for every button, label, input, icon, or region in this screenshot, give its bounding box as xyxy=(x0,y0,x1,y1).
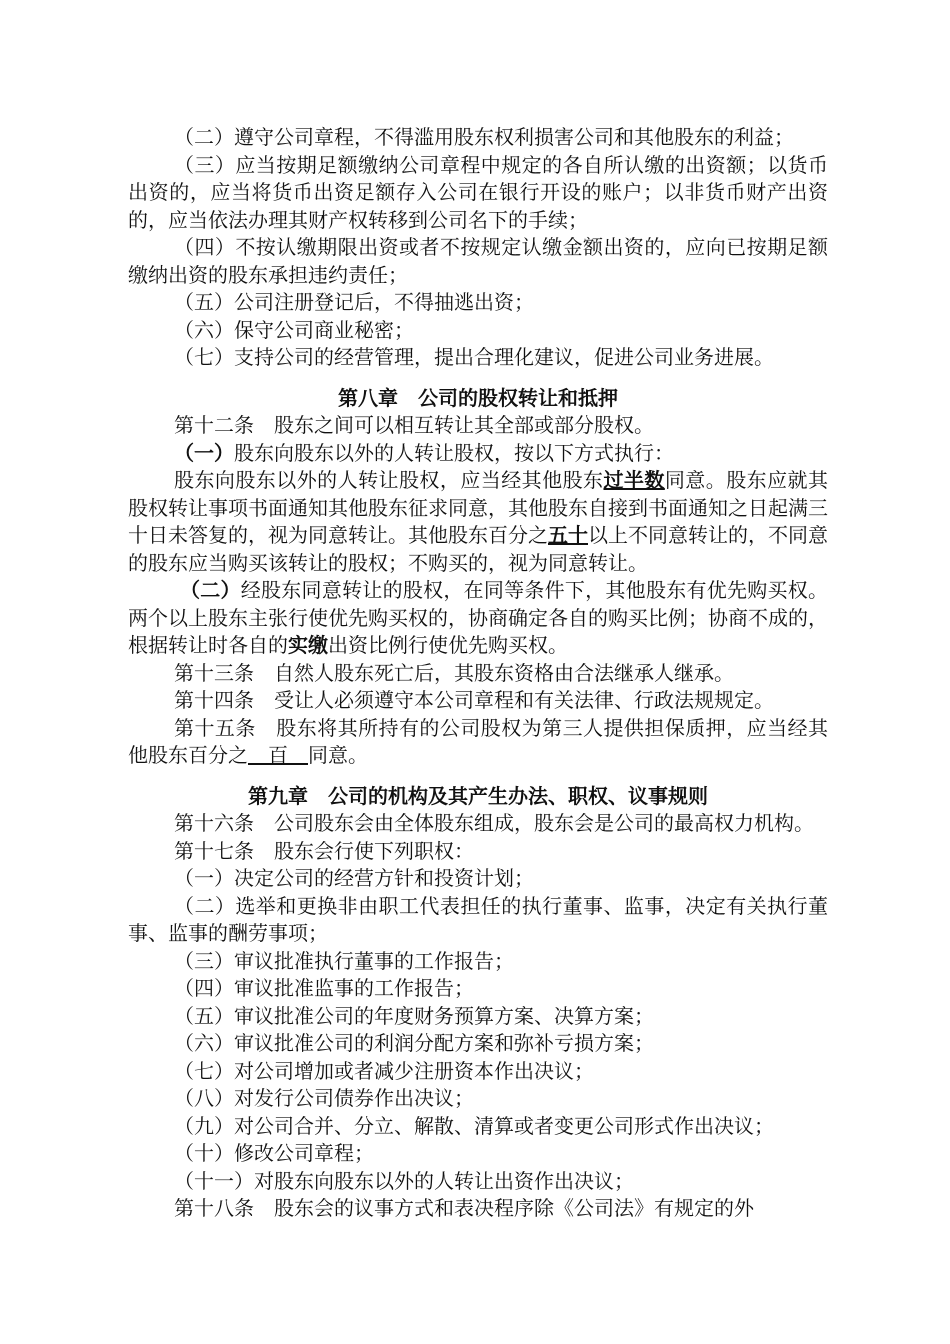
article-17-item-3: （三）审议批准执行董事的工作报告； xyxy=(174,948,514,973)
article-12-item-2 xyxy=(128,577,828,660)
chapter-9-heading: 第九章 公司的机构及其产生办法、职权、议事规则 xyxy=(248,783,708,808)
article-17-item-4: （四）审议批准监事的工作报告； xyxy=(174,976,474,1000)
article-17-item-11: （十一）对股东向股东以外的人转让出资作出决议； xyxy=(174,1168,634,1193)
text-run: 出资比例行使优先购买权。 xyxy=(328,633,568,657)
paragraph-duty-5: （五）公司注册登记后，不得抽逃出资； xyxy=(174,290,534,314)
text-run: 同意。 xyxy=(308,743,368,767)
paragraph-duty-7: （七）支持公司的经营管理，提出合理化建议，促进公司业务进展。 xyxy=(174,345,774,369)
article-18: 第十八条 股东会的议事方式和表决程序除《公司法》有规定的外 xyxy=(174,1196,754,1220)
article-12-item-1-body xyxy=(128,467,828,577)
article-12: 第十二条 股东之间可以相互转让其全部或部分股权。 xyxy=(174,413,654,437)
document-page xyxy=(128,124,828,1223)
item-marker: （二） xyxy=(180,578,241,602)
text-run: 第十五条 股东将其所持有的公司股权为第三人提供担保质押，应当经其他股东百分之 xyxy=(128,715,828,767)
text-run: 经股东同意转让的股权，在同等条件下，其他股东有优先购买权。两个以上股东主张行使优先购买权的，协商确定各自的购买比例；协商不成的，根据转让时各自的 xyxy=(128,578,829,657)
article-14: 第十四条 受让人必须遵守本公司章程和有关法律、行政法规规定。 xyxy=(174,688,774,712)
article-16: 第十六条 公司股东会由全体股东组成，股东会是公司的最高权力机构。 xyxy=(174,811,814,835)
article-17-item-8: （八）对发行公司债券作出决议； xyxy=(174,1086,474,1110)
spacer xyxy=(128,372,828,385)
article-17-item-7: （七）对公司增加或者减少注册资本作出决议； xyxy=(174,1058,594,1083)
article-17-item-2: （二）选举和更换非由职工代表担任的执行董事、监事，决定有关执行董事、监事的酬劳事项； xyxy=(128,893,828,945)
article-17-item-1: （一）决定公司的经营方针和投资计划； xyxy=(174,866,534,890)
article-12-item-1 xyxy=(128,440,828,468)
paragraph-duty-6: （六）保守公司商业秘密； xyxy=(174,317,414,342)
paragraph-duty-4: （四）不按认缴期限出资或者不按规定认缴金额出资的，应向已按期足额缴纳出资的股东承担违约责任； xyxy=(128,235,828,287)
article-17: 第十七条 股东会行使下列职权： xyxy=(174,838,474,863)
article-13: 第十三条 自然人股东死亡后，其股东资格由合法继承人继承。 xyxy=(174,660,734,685)
paid-in-term: 实缴 xyxy=(288,633,328,657)
chapter-8-heading: 第八章 公司的股权转让和抵押 xyxy=(338,385,618,410)
article-17-item-6: （六）审议批准公司的利润分配方案和弥补亏损方案； xyxy=(174,1031,654,1055)
fifty-percent-term: 五十 xyxy=(548,523,588,547)
spacer xyxy=(128,770,828,783)
article-17-item-5: （五）审议批准公司的年度财务预算方案、决算方案； xyxy=(174,1003,654,1028)
text-run: 股东向股东以外的人转让股权，应当经其他股东 xyxy=(174,468,604,492)
majority-term: 过半数 xyxy=(603,468,665,492)
item-marker: （一） xyxy=(174,440,234,465)
article-17-item-9: （九）对公司合并、分立、解散、清算或者变更公司形式作出决议； xyxy=(174,1113,774,1138)
item-text: 股东向股东以外的人转让股权，按以下方式执行： xyxy=(234,440,674,465)
text-run: 以上不同意转让的，不同意的股东应当购买该转让的股权；不购买的，视为同意转让。 xyxy=(128,523,828,575)
article-17-item-10: （十）修改公司章程； xyxy=(174,1141,374,1165)
article-15 xyxy=(128,715,828,770)
text-run: 同意。股东应就其股权转让事项书面通知其他股东征求同意，其他股东自接到书面通知之日起满三十日未答复的，视为同意转让。其他股东百分之 xyxy=(128,468,829,547)
paragraph-duty-3: （三）应当按期足额缴纳公司章程中规定的各自所认缴的出资额；以货币出资的，应当将货币出资足额存入公司在银行开设的账户；以非货币财产出资的，应当依法办理其财产权转移到公司名下的手续； xyxy=(128,152,828,232)
hundred-percent-blank: 百 xyxy=(248,743,308,767)
paragraph-duty-2: （二）遵守公司章程，不得滥用股东权利损害公司和其他股东的利益； xyxy=(174,125,794,149)
